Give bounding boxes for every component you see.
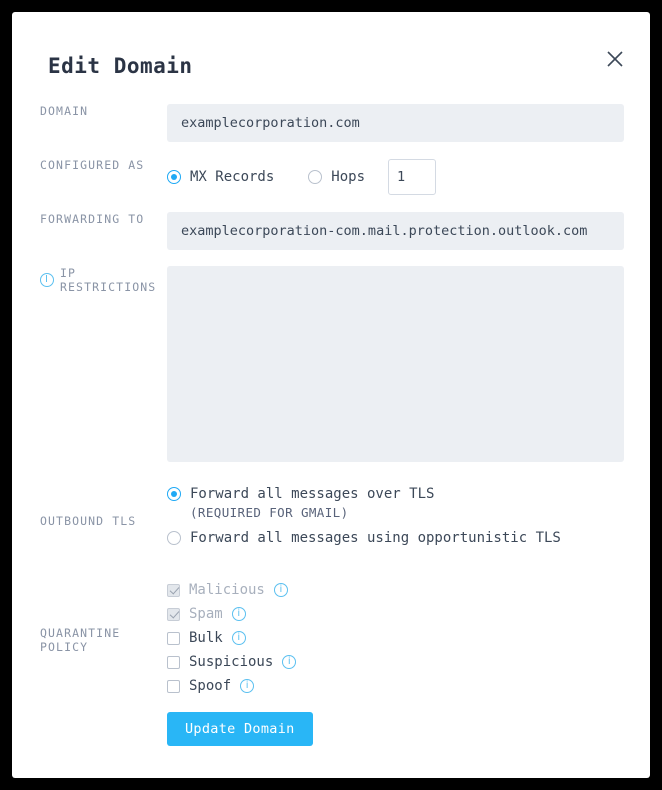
checkbox-suspicious[interactable] <box>167 656 180 669</box>
info-icon[interactable]: i <box>282 655 296 669</box>
page-title: Edit Domain <box>48 54 193 78</box>
label-forwarding-to: FORWARDING TO <box>40 212 145 226</box>
field-outbound-tls <box>167 482 650 550</box>
domain-input[interactable] <box>167 104 624 142</box>
field-domain <box>167 104 650 142</box>
info-icon[interactable]: i <box>232 631 246 645</box>
field-row-configured-as <box>12 158 650 196</box>
checkbox-label-suspicious: Suspicious <box>189 654 274 670</box>
radio-option-tls-opportunistic[interactable] <box>167 530 624 546</box>
radio-label-tls-required: Forward all messages over TLS <box>190 486 435 502</box>
field-quarantine-policy <box>167 578 650 698</box>
field-forwarding-to <box>167 212 650 250</box>
field-actions <box>167 712 650 746</box>
edit-domain-form <box>12 104 650 746</box>
label-configured-as: CONFIGURED AS <box>40 158 145 172</box>
checkbox-row-spoof[interactable] <box>167 674 624 698</box>
radio-label-mx-records: MX Records <box>190 169 275 185</box>
ip-restrictions-textarea[interactable] <box>167 266 624 462</box>
checkbox-label-spoof: Spoof <box>189 678 232 694</box>
label-quarantine-policy: QUARANTINE POLICY <box>40 626 121 654</box>
checkbox-row-bulk[interactable] <box>167 626 624 650</box>
checkbox-label-spam: Spam <box>189 606 223 622</box>
radio-option-hops[interactable] <box>308 159 436 195</box>
checkbox-malicious <box>167 584 180 597</box>
forwarding-to-input[interactable] <box>167 212 624 250</box>
radio-option-tls-required[interactable] <box>167 486 624 502</box>
hops-input[interactable] <box>388 159 436 195</box>
field-row-quarantine-policy <box>12 578 650 702</box>
info-icon[interactable]: i <box>232 607 246 621</box>
info-icon[interactable]: I <box>40 273 54 287</box>
close-icon[interactable] <box>602 46 628 72</box>
radio-tls-required[interactable] <box>167 487 181 501</box>
edit-domain-dialog <box>12 12 650 778</box>
checkbox-spam <box>167 608 180 621</box>
checkbox-spoof[interactable] <box>167 680 180 693</box>
update-domain-button[interactable]: Update Domain <box>167 712 313 746</box>
label-ip-restrictions-text: IP RESTRICTIONS <box>60 266 157 294</box>
checkbox-label-malicious: Malicious <box>189 582 265 598</box>
configured-as-radio-group <box>167 158 624 196</box>
radio-option-mx-records[interactable] <box>167 169 274 185</box>
info-icon[interactable]: i <box>274 583 288 597</box>
field-row-actions <box>12 712 650 746</box>
radio-hops[interactable] <box>308 170 322 184</box>
checkbox-row-suspicious[interactable] <box>167 650 624 674</box>
radio-label-hops: Hops <box>331 169 366 185</box>
field-configured-as <box>167 158 650 196</box>
tls-required-note: (REQUIRED FOR GMAIL) <box>190 505 349 520</box>
field-row-ip-restrictions <box>12 266 650 466</box>
checkbox-bulk[interactable] <box>167 632 180 645</box>
checkbox-row-malicious[interactable] <box>167 578 624 602</box>
field-row-forwarding-to <box>12 212 650 250</box>
label-ip-restrictions <box>12 266 167 294</box>
checkbox-row-spam[interactable] <box>167 602 624 626</box>
field-row-domain <box>12 104 650 142</box>
radio-tls-opportunistic[interactable] <box>167 531 181 545</box>
checkbox-label-bulk: Bulk <box>189 630 223 646</box>
field-row-outbound-tls <box>12 482 650 560</box>
radio-label-tls-opportunistic: Forward all messages using opportunistic TLS <box>190 530 561 546</box>
radio-mx-records[interactable] <box>167 170 181 184</box>
field-ip-restrictions <box>167 266 650 466</box>
label-outbound-tls: OUTBOUND TLS <box>40 514 137 528</box>
label-domain: DOMAIN <box>40 104 89 118</box>
info-icon[interactable]: i <box>240 679 254 693</box>
